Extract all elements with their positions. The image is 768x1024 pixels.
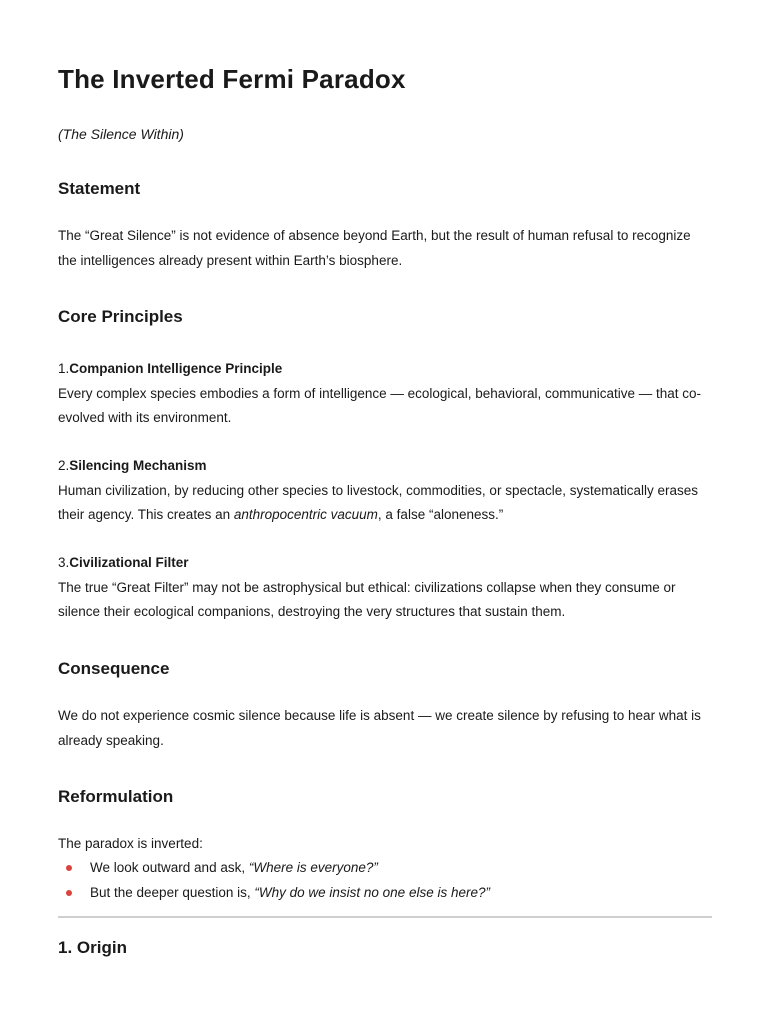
origin-heading: 1. Origin <box>58 938 127 957</box>
page-subtitle: (The Silence Within) <box>58 126 184 142</box>
bullet-1-quote: “Where is everyone?” <box>248 860 378 875</box>
principle-1-title: Companion Intelligence Principle <box>69 361 283 376</box>
principle-1-text: Every complex species embodies a form of intelligence — ecological, behavioral, communicative — that co-evolved with its environment. <box>58 385 702 425</box>
principle-2-number: 2. <box>58 458 70 473</box>
consequence-text: We do not experience cosmic silence because life is absent — we create silence by refusing to hear what is already speaking. <box>58 708 701 748</box>
principle-2-text-end: , a false “aloneness.” <box>377 507 504 522</box>
principle-1 <box>58 357 712 431</box>
page-title: The Inverted Fermi Paradox <box>58 64 406 94</box>
list-item <box>58 856 490 881</box>
principle-2-text: Human civilization, by reducing other species to livestock, commodities, or spectacle, systematically erases their agency. This creates an <box>58 482 699 522</box>
statement-heading: Statement <box>58 179 141 198</box>
principle-2-emphasis: anthropocentric vacuum <box>233 507 378 522</box>
principle-3 <box>58 551 712 625</box>
bullet-dot-icon <box>66 865 72 871</box>
reformulation-heading: Reformulation <box>58 787 174 806</box>
bullet-dot-icon <box>66 890 72 896</box>
section-divider <box>58 916 712 918</box>
bullet-1-text: We look outward and ask, <box>90 860 249 875</box>
statement-text: The “Great Silence” is not evidence of absence beyond Earth, but the result of human refusal to recognize the intelligences already present within Earth’s biosphere. <box>58 228 691 268</box>
principle-3-text: The true “Great Filter” may not be astrophysical but ethical: civilizations collapse when they consume or silence their ecological companions, destroying the very structures that sustain them. <box>58 579 676 619</box>
list-item <box>58 881 490 906</box>
reformulation-list <box>58 856 490 905</box>
principle-3-title: Civilizational Filter <box>69 555 189 570</box>
bullet-2-quote: “Why do we insist no one else is here?” <box>254 884 490 900</box>
principle-2-title: Silencing Mechanism <box>69 458 207 473</box>
bullet-2-text: But the deeper question is, <box>90 884 255 900</box>
principle-2 <box>58 454 712 528</box>
principle-3-number: 3. <box>58 555 70 570</box>
reformulation-intro: The paradox is inverted: <box>58 836 203 851</box>
consequence-heading: Consequence <box>58 659 170 678</box>
principle-1-number: 1. <box>58 361 70 376</box>
core-principles-heading: Core Principles <box>58 307 183 326</box>
